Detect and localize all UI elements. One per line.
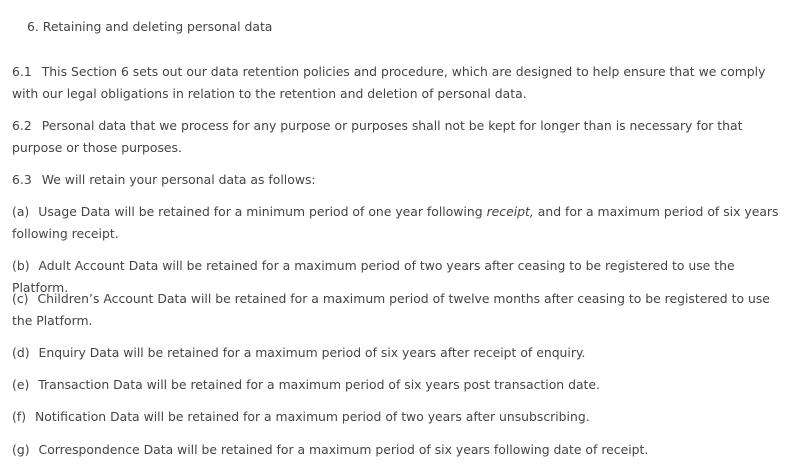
list-item-g	[12, 439, 784, 461]
item-label: (d)	[12, 345, 30, 360]
list-item-d	[12, 342, 784, 364]
item-label: (b)	[12, 258, 30, 273]
item-label: (a)	[12, 204, 30, 219]
list-item-f	[12, 406, 784, 428]
item-text: Notification Data will be retained for a maximum period of two years after unsubscribing.	[35, 409, 590, 424]
clause-number: 6.1	[12, 64, 32, 79]
item-emphasis: receipt,	[486, 204, 534, 219]
item-text: Children’s Account Data will be retained for a maximum period of twelve months after ceasing to be registered to use the Platform.	[12, 291, 770, 328]
clause-text: This Section 6 sets out our data retention policies and procedure, which are designed to help ensure that we comply with our legal obligations in relation to the retention and deletion of personal data.	[12, 64, 766, 101]
clause-6-2	[12, 115, 784, 158]
item-text-before: Usage Data will be retained for a minimum period of one year following	[38, 204, 483, 219]
list-item-e	[12, 374, 784, 396]
list-item-a	[12, 201, 784, 244]
section-heading: 6. Retaining and deleting personal data	[27, 19, 273, 34]
item-text: Adult Account Data will be retained for a maximum period of two years after ceasing to be registered to use the Platform.	[12, 258, 735, 295]
item-label: (f)	[12, 409, 27, 424]
item-label: (e)	[12, 377, 30, 392]
item-text-after: and for a maximum period of six years following receipt.	[12, 204, 779, 241]
item-text: Transaction Data will be retained for a maximum period of six years post transaction date.	[38, 377, 600, 392]
clause-text: We will retain your personal data as follows:	[41, 172, 316, 187]
list-item-c	[12, 288, 784, 331]
item-text: Correspondence Data will be retained for a maximum period of six years following date of receipt.	[38, 442, 649, 457]
clause-6-1	[12, 61, 784, 104]
item-label: (g)	[12, 442, 30, 457]
item-text: Enquiry Data will be retained for a maximum period of six years after receipt of enquiry.	[38, 345, 586, 360]
clause-number: 6.3	[12, 172, 32, 187]
clause-text: Personal data that we process for any purpose or purposes shall not be kept for longer than is necessary for that purpose or those purposes.	[12, 118, 743, 155]
clause-6-3	[12, 169, 784, 191]
clause-number: 6.2	[12, 118, 32, 133]
item-label: (c)	[12, 291, 29, 306]
